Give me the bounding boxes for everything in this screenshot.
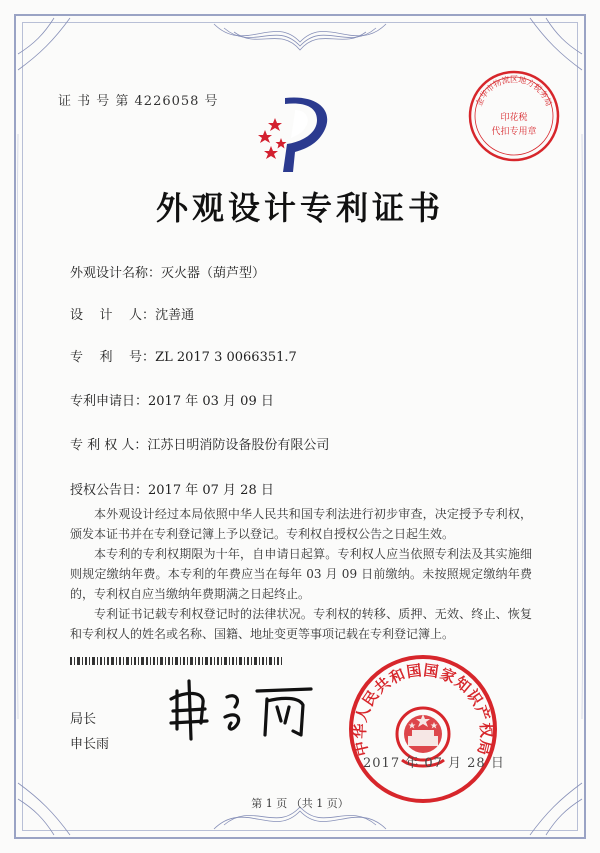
field-design-name — [70, 262, 265, 281]
field-application-date — [70, 390, 274, 409]
field-value: 江苏日明消防设备股份有限公司 — [147, 438, 330, 453]
director-signature — [165, 677, 325, 743]
certificate-title: 外观设计专利证书 — [155, 189, 444, 227]
field-value: 2017 年 07 月 28 日 — [148, 483, 274, 498]
seal-ring-text: 中华人民共和国国家知识产权局 — [350, 661, 496, 758]
field-value: ZL 2017 3 0066351.7 — [155, 350, 297, 365]
field-label: 专 利 权 人： — [70, 438, 148, 453]
stamp-line-3: 代扣专用章 — [491, 127, 537, 137]
field-label: 设 计 人： — [70, 308, 156, 323]
director-name: 申长雨 — [70, 737, 110, 752]
certificate-number: 证 书 号 第 4226058 号 — [58, 94, 219, 109]
field-patentee — [70, 434, 329, 453]
field-value: 沈善通 — [155, 308, 195, 323]
field-value: 2017 年 03 月 09 日 — [148, 394, 274, 409]
field-label: 授权公告日： — [70, 483, 149, 498]
stamp-line-2: 印花税 — [500, 113, 528, 123]
seal-date: 2017 年 07 月 28 日 — [363, 756, 505, 771]
svg-text:金华市物流区地方税务局 — [474, 74, 554, 107]
tax-stamp-seal — [466, 68, 562, 164]
patent-office-logo — [255, 92, 345, 174]
field-label: 专利申请日： — [70, 394, 149, 409]
barcode — [70, 657, 282, 665]
director-title: 局长 — [70, 712, 97, 727]
field-label: 外观设计名称： — [70, 266, 162, 281]
stamp-ring-text: 金华市物流区地方税务局 — [474, 75, 554, 108]
certificate-body — [70, 504, 532, 644]
field-grant-date — [70, 479, 274, 498]
field-patent-number — [70, 346, 297, 365]
field-label: 专 利 号： — [70, 350, 156, 365]
body-paragraph: 本专利的专利权期限为十年，自申请日起算。专利权人应当依照专利法及其实施细则规定缴纳年费。本专利的年费应当在每年 03 月 09 日前缴纳。未按照规定缴纳年费的，专利权自应当缴纳年费期满之日起终止。 — [70, 547, 532, 601]
page-number: 第 1 页 （共 1 页） — [251, 797, 349, 810]
field-designer — [70, 304, 194, 323]
field-value: 灭火器（葫芦型） — [161, 266, 266, 281]
body-paragraph: 本外观设计经过本局依照中华人民共和国专利法进行初步审查，决定授予专利权，颁发本证书并在专利登记簿上予以登记。专利权自授权公告之日起生效。 — [70, 507, 532, 541]
state-ip-office-seal — [346, 652, 500, 806]
body-paragraph: 专利证书记载专利权登记时的法律状况。专利权的转移、质押、无效、终止、恢复和专利权人的姓名或名称、国籍、地址变更等事项记载在专利登记簿上。 — [70, 607, 532, 641]
